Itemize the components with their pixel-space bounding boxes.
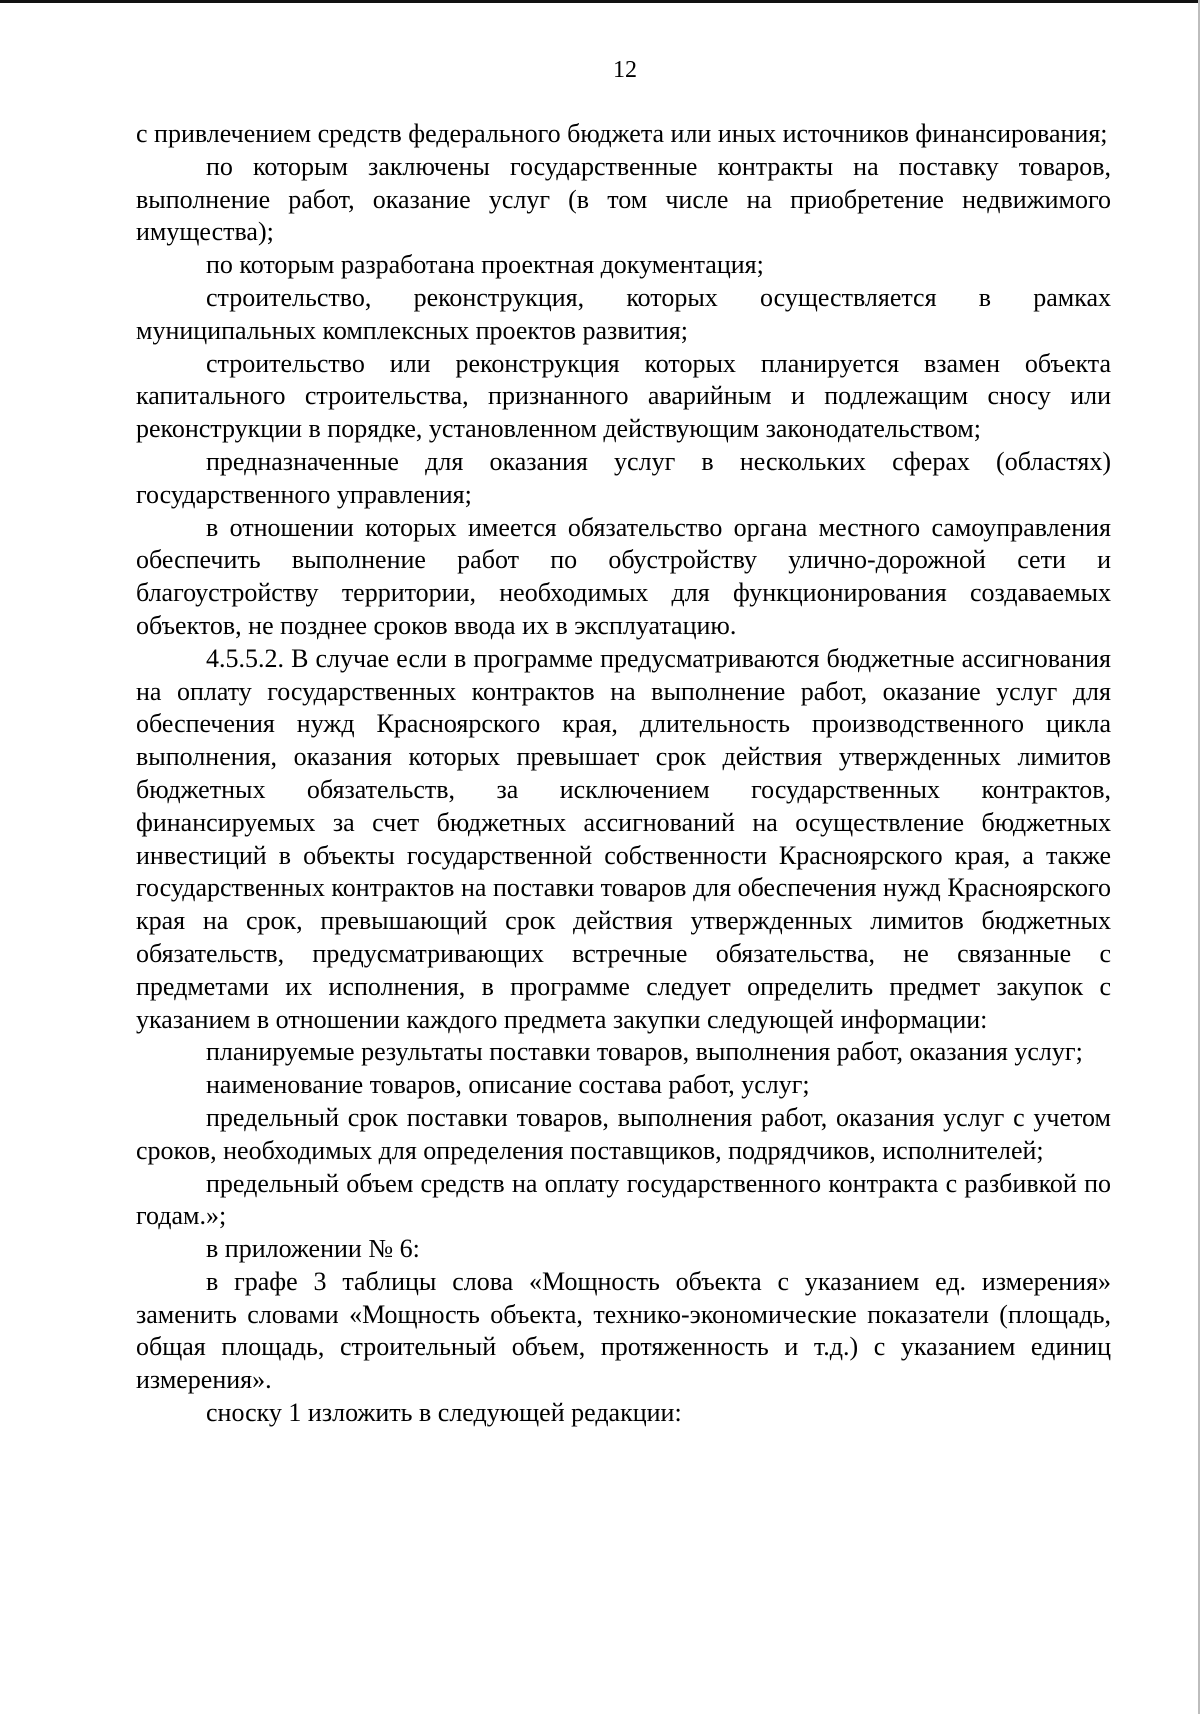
paragraph-planned-results: планируемые результаты поставки товаров, выполнения работ, оказания услуг; [206,1037,1083,1067]
paragraph-local-obligation: в отношении которых имеется обязательство органа местного самоуправления обеспечить выполнение работ по обустройству улично-дорожной сети и благоустройству территории, необходимых для функционирования создаваемых объектов, не позднее сроков ввода их в эксплуатацию. [136,512,1111,640]
paragraph-footnote-1: сноску 1 изложить в следующей редакции: [206,1398,682,1428]
paragraph-multiple-spheres: предназначенные для оказания услуг в нескольких сферах (областях) государственного управления; [136,446,1111,509]
paragraph-funding-limit: предельный объем средств на оплату государственного контракта с разбивкой по годам.»; [136,1168,1111,1231]
paragraph-emergency-replacement: строительство или реконструкция которых планируется взамен объекта капитального строительства, признанного аварийным и подлежащим сносу или реконструкции в порядке, установленном действующим законодательством; [136,348,1111,444]
document-body [136,118,1111,1430]
paragraph-4-5-5-2: 4.5.5.2. В случае если в программе предусматриваются бюджетные ассигнования на оплату государственных контрактов на выполнение работ, оказание услуг для обеспечения нужд Красноярского края, длительность производственного цикла выполнения, оказания которых превышает срок действия утвержденных лимитов бюджетных обязательств, за исключением государственных контрактов, финансируемых за счет бюджетных ассигнований на осуществление бюджетных инвестиций в объекты государственной собственности Красноярского края, а также государственных контрактов на поставки товаров для обеспечения нужд Красноярского края на срок, превышающий срок действия утвержденных лимитов бюджетных обязательств, предусматривающих встречные обязательства, не связанные с предметами их исполнения, в программе следует определить предмет закупок с указанием в отношении каждого предмета закупки следующей информации: [136,643,1111,1034]
paragraph-design-docs: по которым разработана проектная документация; [206,250,764,280]
paragraph-deadline: предельный срок поставки товаров, выполнения работ, оказания услуг с учетом сроков, необходимых для определения поставщиков, подрядчиков, исполнителей; [136,1102,1111,1165]
paragraph-continuation: с привлечением средств федерального бюджета или иных источников финансирования; [136,119,1108,148]
paragraph-municipal-projects: строительство, реконструкция, которых осуществляется в рамках муниципальных комплексных проектов развития; [136,282,1111,345]
paragraph-appendix-6: в приложении № 6: [206,1234,420,1264]
paragraph-column-3-change: в графе 3 таблицы слова «Мощность объекта с указанием ед. измерения» заменить словами «Мощность объекта, технико-экономические показатели (площадь, общая площадь, строительный объем, протяженность и т.д.) с указанием единиц измерения». [136,1266,1111,1395]
scan-top-edge [0,0,1200,3]
paragraph-goods-description: наименование товаров, описание состава работ, услуг; [206,1070,810,1100]
paragraph-contracts: по которым заключены государственные контракты на поставку товаров, выполнение работ, оказание услуг (в том числе на приобретение недвижимого имущества); [136,151,1111,247]
page-number: 12 [613,57,637,83]
